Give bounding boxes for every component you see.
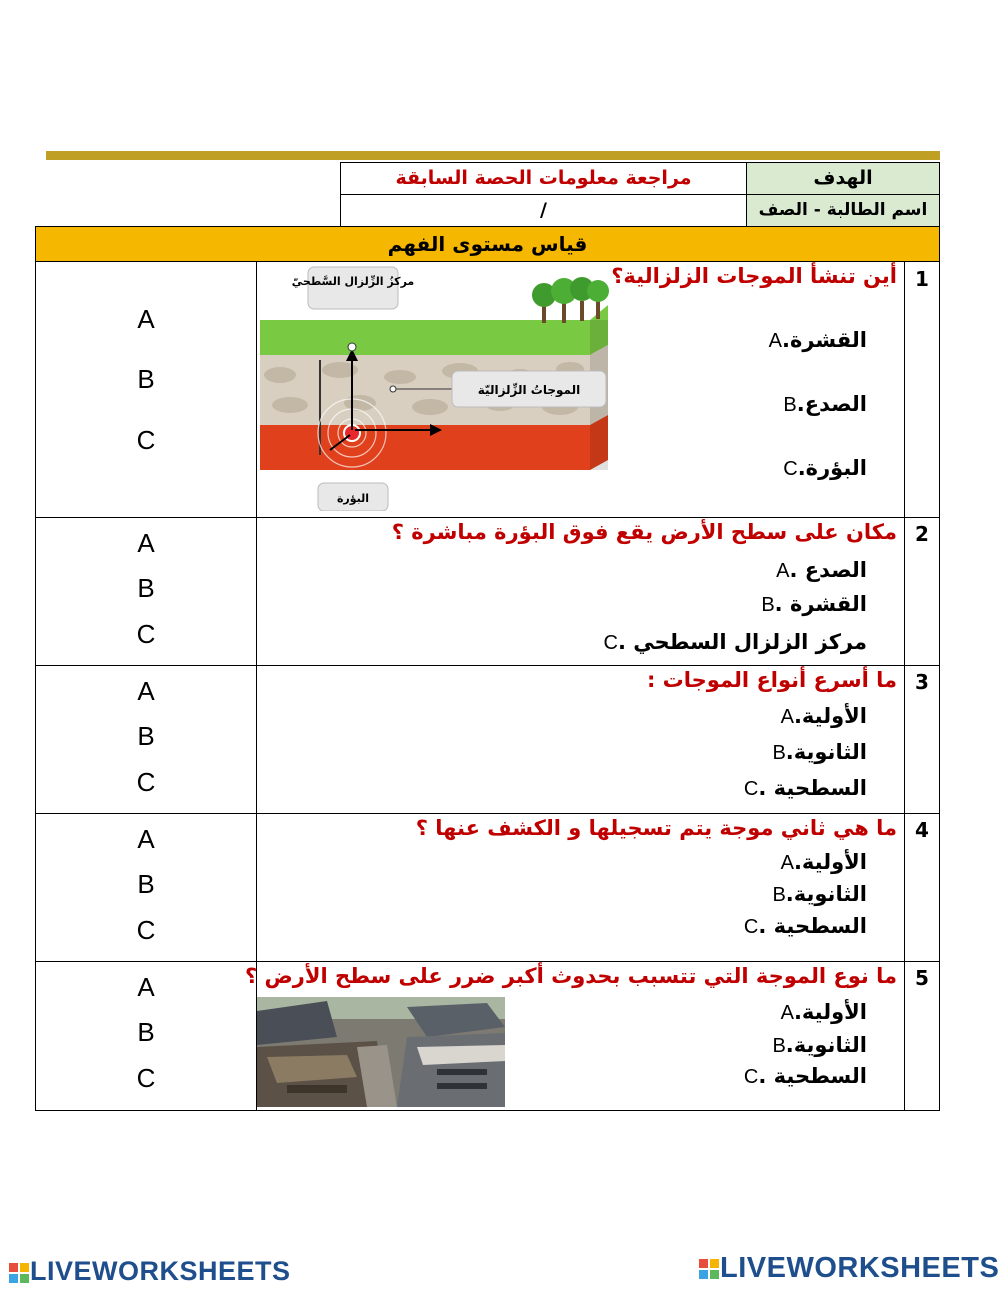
liveworksheets-logo-right <box>698 1252 999 1285</box>
option-c-text: مركز الزلزال السطحي . <box>617 630 867 654</box>
option-a-text: القشرة. <box>781 328 867 352</box>
option-b-letter: B <box>772 884 786 906</box>
earthquake-damage-photo <box>257 997 505 1107</box>
option-b <box>761 592 867 617</box>
answer-column <box>36 666 257 813</box>
header-empty-cell <box>35 162 341 226</box>
option-c-letter: C <box>783 458 798 480</box>
liveworksheets-logo-left <box>8 1256 291 1287</box>
question-number: 5 <box>904 962 939 1110</box>
section-title: قياس مستوى الفهم <box>35 226 940 262</box>
option-a <box>781 704 867 729</box>
logo-text: LIVEWORKSHEETS <box>30 1256 291 1286</box>
answer-choice-c[interactable]: C <box>136 915 156 945</box>
question-row-2 <box>35 518 940 666</box>
option-c-text: السطحية . <box>758 914 867 938</box>
option-b-letter: B <box>761 594 775 616</box>
header-accent-bar <box>46 151 940 160</box>
answer-column <box>36 814 257 961</box>
question-text: ما هي ثاني موجة يتم تسجيلها و الكشف عنها ؟ <box>415 816 897 840</box>
option-a <box>769 328 867 353</box>
question-row-5 <box>35 962 940 1111</box>
diagram-ground-top <box>260 305 608 355</box>
option-c-letter: C <box>743 1066 759 1088</box>
answer-choice-c[interactable]: C <box>136 1063 156 1093</box>
answer-choice-b[interactable]: B <box>137 869 155 899</box>
answer-choice-b[interactable]: B <box>137 721 155 751</box>
answer-choice-c[interactable]: C <box>136 619 156 649</box>
goal-value: مراجعة معلومات الحصة السابقة <box>395 167 692 189</box>
waves-leader-dot <box>390 386 396 392</box>
question-row-3 <box>35 666 940 814</box>
option-c <box>744 1064 867 1089</box>
option-b-letter: B <box>772 1035 786 1057</box>
answer-choice-a[interactable]: A <box>137 676 155 706</box>
answer-choice-a[interactable]: A <box>137 304 155 334</box>
option-b <box>772 1033 867 1058</box>
student-value: / <box>540 199 547 221</box>
option-c <box>783 456 867 481</box>
option-a-letter: A <box>776 560 790 582</box>
question-text: أين تنشأ الموجات الزلزالية؟ <box>611 264 897 288</box>
option-b <box>772 882 867 907</box>
student-value-cell[interactable] <box>340 194 747 227</box>
option-c-text: البؤرة. <box>797 456 867 480</box>
option-b-letter: B <box>783 394 797 416</box>
question-row-1 <box>35 262 940 518</box>
logo-icon <box>8 1262 30 1284</box>
logo-icon <box>698 1258 720 1280</box>
answer-choice-b[interactable]: B <box>137 364 155 394</box>
option-b-text: الصدع. <box>796 392 867 416</box>
epicenter-label: مركزُ الزِّلزال السَّطحيّ <box>291 275 415 288</box>
focus-label: البؤرة <box>336 492 370 505</box>
option-a-letter: A <box>780 852 794 874</box>
answer-choice-c[interactable]: C <box>136 425 156 455</box>
option-b-text: الثانوية. <box>785 1033 867 1057</box>
goal-label: الهدف <box>813 167 873 189</box>
option-b <box>772 740 867 765</box>
option-b-text: القشرة . <box>774 592 867 616</box>
question-number: 4 <box>904 814 939 961</box>
student-label-cell <box>746 194 940 227</box>
option-a-text: الأولية. <box>793 704 867 728</box>
answer-choice-a[interactable]: A <box>137 528 155 558</box>
epicenter-point <box>348 343 356 351</box>
question-number: 3 <box>904 666 939 813</box>
option-a-text: الأولية. <box>793 1000 867 1024</box>
answer-choice-b[interactable]: B <box>137 1017 155 1047</box>
option-c-letter: C <box>743 916 759 938</box>
question-text: ما نوع الموجة التي تتسبب بحدوث أكبر ضرر على سطح الأرض ؟ <box>245 964 897 988</box>
tree-icon <box>532 277 609 323</box>
option-b-letter: B <box>772 742 786 764</box>
answer-column <box>36 518 257 665</box>
student-label: اسم الطالبة - الصف <box>758 200 928 220</box>
option-a <box>781 850 867 875</box>
option-a-letter: A <box>780 706 794 728</box>
option-b-text: الثانوية. <box>785 882 867 906</box>
logo-text: LIVEWORKSHEETS <box>720 1252 1000 1284</box>
epicenter-label-box <box>308 267 398 309</box>
option-c-letter: C <box>743 778 759 800</box>
option-a-text: الأولية. <box>793 850 867 874</box>
question-text: ما أسرع أنواع الموجات : <box>646 668 897 692</box>
option-a <box>781 1000 867 1025</box>
option-c-letter: C <box>603 632 618 654</box>
answer-column <box>36 962 257 1110</box>
option-b <box>783 392 867 417</box>
answer-choice-a[interactable]: A <box>137 824 155 854</box>
option-c <box>603 630 867 655</box>
option-c-text: السطحية . <box>758 776 867 800</box>
option-a-letter: A <box>768 330 782 352</box>
goal-value-cell <box>340 162 747 195</box>
question-number: 1 <box>904 262 939 517</box>
answer-choice-a[interactable]: A <box>137 972 155 1002</box>
earthquake-diagram <box>260 265 620 511</box>
option-c <box>744 914 867 939</box>
option-a-letter: A <box>780 1002 794 1024</box>
option-b-text: الثانوية. <box>785 740 867 764</box>
question-row-4 <box>35 814 940 962</box>
option-c-text: السطحية . <box>758 1064 867 1088</box>
question-number: 2 <box>904 518 939 665</box>
option-a <box>776 558 867 583</box>
option-c <box>744 776 867 801</box>
answer-column <box>36 262 257 517</box>
waves-label: الموجاتُ الزِّلزاليّة <box>477 383 581 397</box>
goal-label-cell <box>746 162 940 195</box>
answer-choice-c[interactable]: C <box>136 767 156 797</box>
answer-choice-b[interactable]: B <box>137 573 155 603</box>
question-text: مكان على سطح الأرض يقع فوق البؤرة مباشرة ؟ <box>391 520 897 544</box>
option-a-text: الصدع . <box>789 558 867 582</box>
